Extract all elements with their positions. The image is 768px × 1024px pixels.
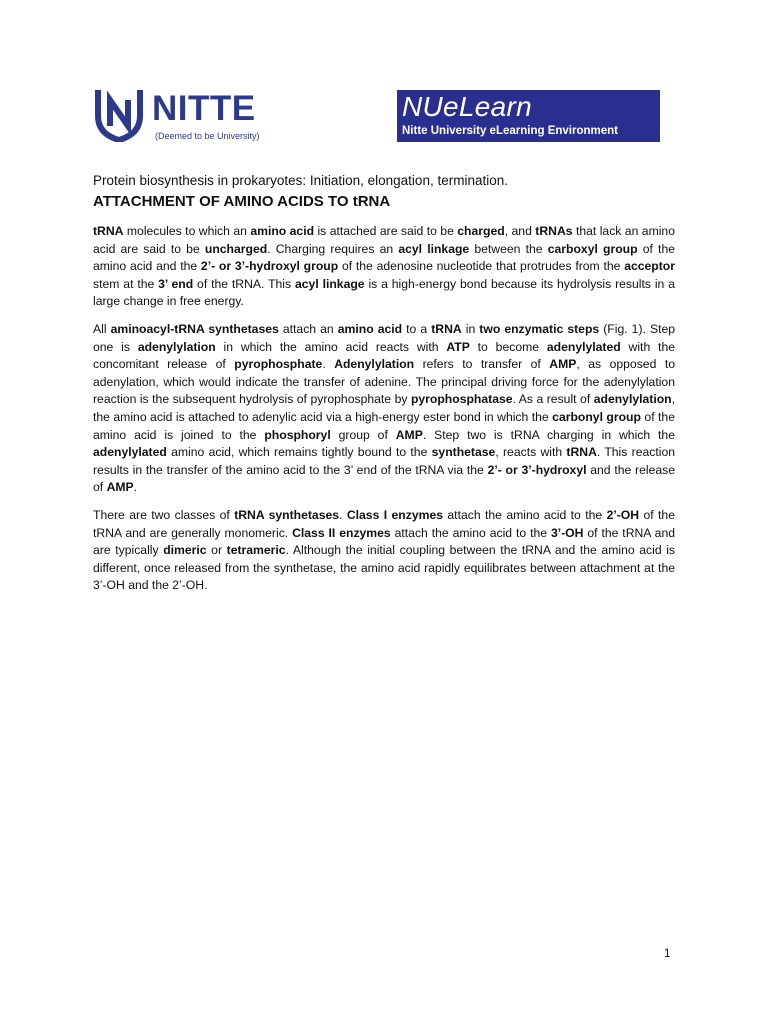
text-run: . Step two is tRNA charging in which the: [422, 427, 675, 442]
text-run: attach the amino acid to the: [443, 508, 607, 522]
bold-term: dimeric: [163, 543, 207, 558]
nitte-logo: [94, 86, 284, 146]
bold-term: carbonyl group: [552, 409, 641, 424]
text-run: . As a result of: [512, 392, 594, 407]
text-run: amino acid, which remains tightly bound to the: [166, 445, 432, 460]
nitte-wordmark: NITTE: [152, 89, 256, 128]
bold-term: amino acid: [250, 224, 315, 238]
bold-term: 2’- or 3’-hydroxyl group: [200, 259, 339, 274]
text-run: in: [461, 322, 480, 336]
text-run: , reacts with: [495, 445, 567, 460]
bold-term: Adenylylation: [334, 357, 415, 372]
text-run: of the tRNA and are typically: [93, 525, 675, 558]
nuelearn-title: NUeLearn: [402, 91, 533, 122]
text-run: to a: [402, 322, 432, 336]
bold-term: 3’ end: [158, 276, 194, 291]
bold-term: acceptor: [624, 259, 675, 274]
text-run: All: [93, 322, 111, 336]
text-run: . Although the initial coupling between the tRNA and the amino acid is different, once released from the synthetase, the amino acid rapidly equilibrates between attachment at the 3’-OH and the 2’-OH.: [93, 543, 676, 593]
bold-term: uncharged: [204, 241, 268, 256]
text-run: in which the amino acid reacts with: [215, 339, 447, 354]
page-number: 1: [664, 948, 671, 960]
text-run: .: [339, 508, 347, 522]
text-run: with the concomitant release of: [93, 339, 675, 372]
document-subtitle: Protein biosynthesis in prokaryotes: Initiation, elongation, termination.: [93, 173, 508, 188]
text-run: .: [322, 357, 335, 372]
bold-term: acyl linkage: [398, 241, 470, 256]
bold-term: AMP: [549, 357, 577, 372]
bold-term: 2’- or 3’-hydroxyl: [487, 462, 587, 477]
bold-term: two enzymatic steps: [479, 322, 600, 336]
bold-term: adenylylated: [546, 339, 621, 354]
text-run: is attached are said to be: [314, 224, 458, 238]
bold-term: 2’-OH: [606, 508, 640, 522]
nitte-subtext: (Deemed to be University): [155, 131, 260, 141]
text-run: of the amino acid is joined to the: [93, 409, 675, 442]
bold-term: acyl linkage: [294, 276, 365, 291]
text-run: stem at the: [93, 276, 159, 291]
text-run: of the tRNA. This: [193, 276, 295, 291]
bold-term: tRNA: [566, 445, 597, 460]
text-run: between the: [469, 241, 548, 256]
bold-term: charged: [457, 224, 505, 238]
bold-term: pyrophosphatase: [410, 392, 513, 407]
nuelearn-subtext: Nitte University eLearning Environment: [402, 125, 618, 137]
text-run: attach the amino acid to the: [390, 525, 551, 540]
bold-term: tetrameric: [226, 543, 286, 558]
text-run: .: [133, 480, 138, 495]
text-run: attach an: [278, 322, 338, 336]
bold-term: synthetase: [431, 445, 496, 460]
text-run: to become: [469, 339, 547, 354]
bold-term: Class I enzymes: [346, 508, 444, 522]
nitte-shield-icon: [94, 86, 144, 142]
bold-term: carboxyl group: [547, 241, 638, 256]
text-run: and the release of: [93, 462, 675, 495]
section-heading: ATTACHMENT OF AMINO ACIDS TO tRNA: [93, 193, 391, 210]
text-run: group of: [330, 427, 396, 442]
bold-term: tRNA: [93, 224, 124, 238]
bold-term: tRNAs: [535, 224, 573, 238]
text-run: . This reaction results in the transfer of the amino acid to the 3’ end of the tRNA via the: [93, 445, 675, 477]
text-run: There are two classes of: [93, 508, 235, 522]
text-run: molecules to which an: [123, 224, 251, 238]
text-run: . Charging requires an: [267, 241, 399, 256]
bold-term: phosphoryl: [264, 427, 331, 442]
bold-term: ATP: [446, 339, 470, 354]
bold-term: aminoacyl-tRNA synthetases: [110, 322, 279, 336]
text-run: (Fig. 1). Step one is: [93, 322, 676, 354]
bold-term: pyrophosphate: [234, 357, 323, 372]
text-run: is a high-energy bond because its hydrolysis results in a large change in free energy.: [93, 276, 675, 309]
text-run: refers to transfer of: [414, 357, 550, 372]
paragraph: [93, 507, 675, 595]
bold-term: AMP: [106, 480, 134, 495]
text-run: that lack an amino acid are said to be: [93, 224, 675, 256]
text-run: or: [206, 543, 227, 558]
text-run: , the amino acid is attached to adenylic acid via a high-energy ester bond in which the: [93, 392, 675, 424]
paragraph: [93, 321, 675, 497]
bold-term: tRNA: [431, 322, 462, 336]
bold-term: 3’-OH: [550, 525, 584, 540]
nuelearn-logo: [397, 90, 660, 142]
bold-term: adenylylation: [137, 339, 216, 354]
text-run: , as opposed to adenylation, which would indicate the transfer of adenine. The principal driving force for the adenylylation reaction is the subsequent hydrolysis of pyrophosphate by: [93, 357, 676, 407]
bold-term: AMP: [395, 427, 423, 442]
bold-term: amino acid: [337, 322, 403, 336]
bold-term: adenylylation: [593, 392, 672, 407]
paragraph: [93, 223, 675, 311]
text-run: , and: [504, 224, 536, 238]
text-run: of the adenosine nucleotide that protrudes from the: [338, 259, 625, 274]
text-run: of the tRNA and are generally monomeric.: [93, 508, 675, 540]
bold-term: Class II enzymes: [292, 525, 391, 540]
text-run: of the amino acid and the: [93, 241, 676, 274]
bold-term: tRNA synthetases: [234, 508, 340, 522]
bold-term: adenylylated: [93, 445, 167, 460]
